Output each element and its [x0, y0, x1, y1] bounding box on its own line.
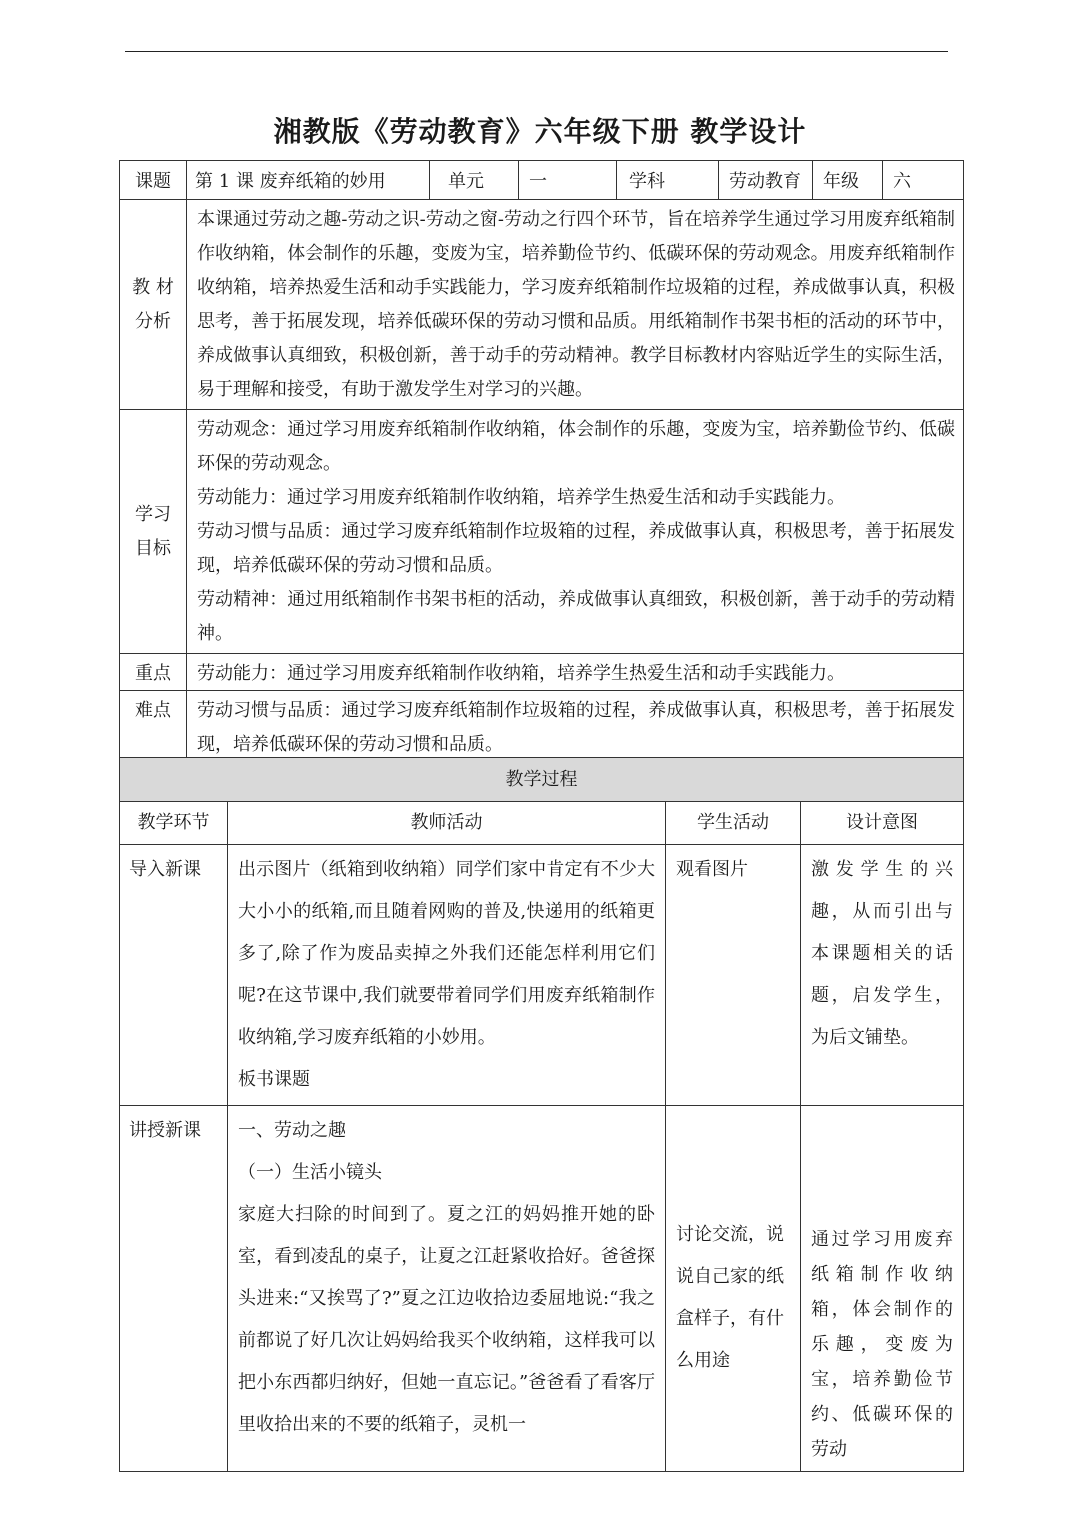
objective-item: 劳动习惯与品质：通过学习废弃纸箱制作垃圾箱的过程，养成做事认真，积极思考，善于拓展发现，培养低碳环保的劳动习惯和品质。	[197, 521, 955, 576]
student-cell: 观看图片	[666, 845, 801, 1106]
stage-cell: 讲授新课	[120, 1106, 228, 1472]
info-row	[120, 161, 964, 200]
analysis-label-line: 教 材	[132, 276, 174, 298]
process-table	[119, 757, 964, 1472]
nianji-value: 六	[883, 161, 964, 200]
difficulty-label: 难点	[120, 691, 187, 765]
analysis-label-line: 分析	[135, 310, 171, 332]
objectives-list	[187, 410, 964, 654]
header-stage: 教学环节	[120, 802, 228, 845]
difficulty-text: 劳动习惯与品质：通过学习废弃纸箱制作垃圾箱的过程，养成做事认真，积极思考，善于拓展发现，培养低碳环保的劳动习惯和品质。	[187, 691, 964, 765]
keti-label: 课题	[120, 161, 187, 200]
info-table	[119, 160, 964, 765]
teacher-text: 板书课题	[238, 1069, 310, 1090]
teacher-text: 出示图片（纸箱到收纳箱）同学们家中肯定有不少大大小小的纸箱,而且随着网购的普及,快递用的纸箱更多了,除了作为废品卖掉之外我们还能怎样利用它们呢?在这节课中,我们就要带着同学们用废弃纸箱制作收纳箱,学习废弃纸箱的小妙用。	[238, 859, 655, 1048]
student-cell	[666, 1106, 801, 1472]
student-text: 讨论交流，说说自己家的纸盒样子，有什么用途	[676, 1224, 784, 1371]
teacher-text: 一、劳动之趣	[238, 1120, 346, 1141]
header-teacher: 教师活动	[228, 802, 666, 845]
page-title: 湘教版《劳动教育》六年级下册 教学设计	[273, 115, 807, 148]
objectives-label	[120, 410, 187, 654]
teacher-text: 家庭大扫除的时间到了。夏之江的妈妈推开她的卧室，看到凌乱的桌子，让夏之江赶紧收拾好。爸爸探头进来:“又挨骂了?”夏之江边收拾边委屈地说:“我之前都说了好几次让妈妈给我买个收纳箱，这样我可以把小东西都归纳好，但她一直忘记。”爸爸看了看客厅里收拾出来的不要的纸箱子，灵机一	[238, 1204, 655, 1435]
objectives-row	[120, 410, 964, 654]
process-row-intro	[120, 845, 964, 1106]
process-heading-row	[120, 758, 964, 802]
key-point-text: 劳动能力：通过学习用废弃纸箱制作收纳箱，培养学生热爱生活和动手实践能力。	[187, 654, 964, 691]
key-point-row	[120, 654, 964, 691]
teacher-cell	[228, 845, 666, 1106]
objective-item: 劳动观念：通过学习用废弃纸箱制作收纳箱，体会制作的乐趣，变废为宝，培养勤俭节约、低碳环保的劳动观念。	[197, 419, 955, 474]
objectives-label-line: 学习	[135, 503, 171, 525]
danyuan-value: 一	[519, 161, 617, 200]
teacher-cell	[228, 1106, 666, 1472]
process-row-lecture	[120, 1106, 964, 1472]
intent-text: 通过学习用废弃纸箱制作收纳箱，体会制作的乐趣，变废为宝，培养勤俭节约、低碳环保的劳动	[811, 1229, 953, 1460]
stage-cell: 导入新课	[120, 845, 228, 1106]
nianji-label: 年级	[813, 161, 883, 200]
objectives-label-line: 目标	[135, 537, 171, 559]
header-intent: 设计意图	[801, 802, 964, 845]
keti-value: 第 1 课 废弃纸箱的妙用	[187, 161, 430, 200]
spacer	[811, 1110, 953, 1222]
process-header-row	[120, 802, 964, 845]
difficulty-row	[120, 691, 964, 765]
objective-item: 劳动精神：通过用纸箱制作书架书柜的活动，养成做事认真细致，积极创新，善于动手的劳动精神。	[197, 589, 955, 644]
intent-cell	[801, 1106, 964, 1472]
teacher-text: （一）生活小镜头	[238, 1162, 382, 1183]
process-heading: 教学过程	[120, 758, 964, 802]
analysis-text: 本课通过劳动之趣-劳动之识-劳动之窗-劳动之行四个环节，旨在培养学生通过学习用废弃纸箱制作收纳箱，体会制作的乐趣，变废为宝，培养勤俭节约、低碳环保的劳动观念。用废弃纸箱制作收纳箱，培养热爱生活和动手实践能力，学习废弃纸箱制作垃圾箱的过程，养成做事认真，积极思考，善于拓展发现，培养低碳环保的劳动习惯和品质。用纸箱制作书架书柜的活动的环节中，养成做事认真细致，积极创新，善于动手的劳动精神。教学目标教材内容贴近学生的实际生活，易于理解和接受，有助于激发学生对学习的兴趣。	[187, 200, 964, 410]
xueke-value: 劳动教育	[719, 161, 813, 200]
xueke-label: 学科	[617, 161, 719, 200]
header-rule	[125, 51, 948, 52]
objective-item: 劳动能力：通过学习用废弃纸箱制作收纳箱，培养学生热爱生活和动手实践能力。	[197, 487, 845, 508]
header-student: 学生活动	[666, 802, 801, 845]
key-point-label: 重点	[120, 654, 187, 691]
spacer	[676, 1110, 790, 1214]
danyuan-label: 单元	[430, 161, 519, 200]
analysis-row	[120, 200, 964, 410]
analysis-label	[120, 200, 187, 410]
intent-cell: 激发学生的兴趣，从而引出与本课题相关的话题，启发学生，为后文铺垫。	[801, 845, 964, 1106]
